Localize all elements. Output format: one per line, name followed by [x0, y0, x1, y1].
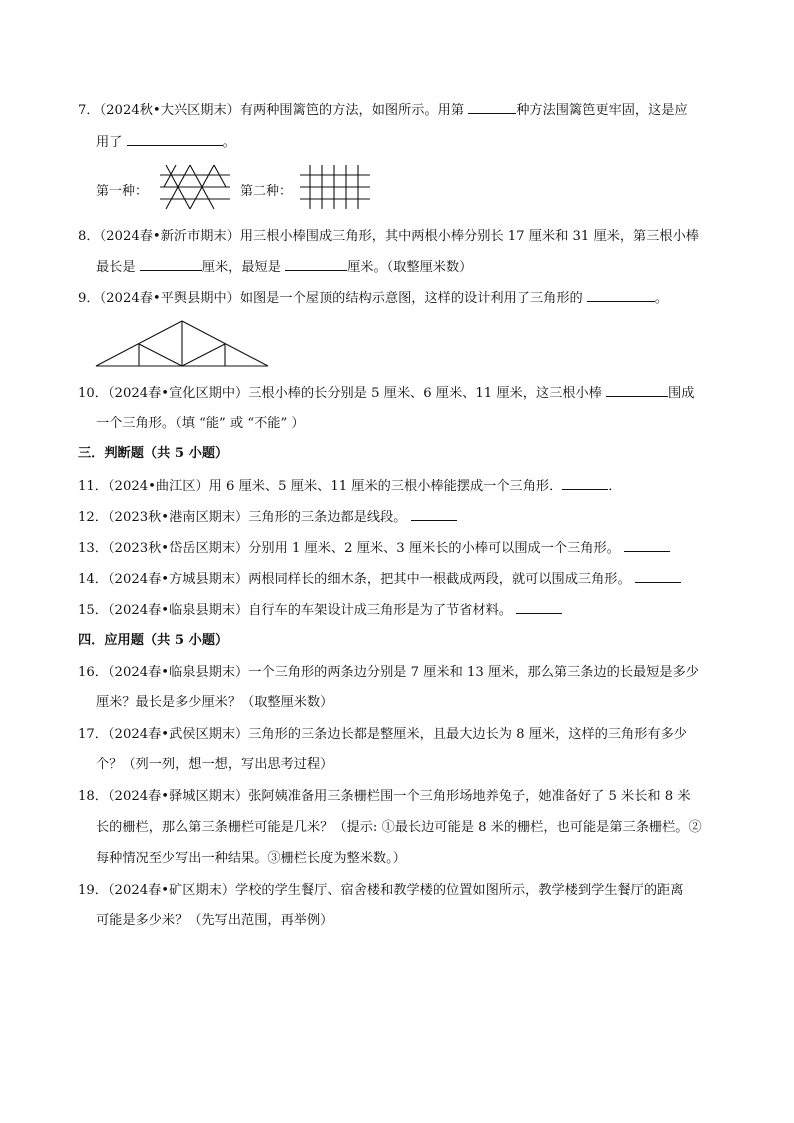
- q11-text: 11．（2024•曲江区）用 6 厘米、5 厘米、11 厘米的三根小棒能摆成一个三角形．: [78, 479, 563, 494]
- q10-line2: 一个三角形。（填 “能” 或 “不能” ）: [96, 416, 305, 431]
- q8-line1: 8．（2024春•新沂市期末）用三根小棒围成三角形，其中两根小棒分别长 17 厘米和 31 厘米，第三根小棒: [78, 229, 699, 244]
- q7-answer-blank-1[interactable]: [468, 101, 516, 114]
- q18-line3: 每种情况至少写出一种结果。③栅栏长度为整米数。）: [96, 851, 406, 866]
- q7-text-c: 用了: [96, 135, 127, 150]
- q7-fence-diagonal-figure: [160, 163, 230, 211]
- q10-text-a: 10．（2024春•宣化区期中）三根小棒的长分别是 5 厘米、6 厘米、11 厘米，这三根小棒: [78, 386, 607, 401]
- q17-line2: 个？（列一列，想一想，写出思考过程）: [96, 757, 334, 772]
- q11-answer-blank[interactable]: [562, 477, 608, 490]
- q9-roof-truss-figure: [94, 318, 270, 368]
- q7-fig2-label: 第二种：: [240, 184, 293, 199]
- q9-answer-blank[interactable]: [587, 289, 655, 302]
- q16-line2: 厘米？最长是多少厘米？（取整厘米数）: [96, 695, 334, 710]
- q13-line: [78, 539, 670, 558]
- q15-text: 15．（2024春•临泉县期末）自行车的车架设计成三角形是为了节省材料。: [78, 603, 517, 618]
- q8-answer-blank-1[interactable]: [140, 258, 202, 271]
- q7-text-a: 7．（2024秋•大兴区期末）有两种围篱笆的方法，如图所示。用第: [78, 103, 469, 118]
- q7-fig1-label: 第一种：: [96, 184, 149, 199]
- q11-text-end: ．: [608, 479, 622, 494]
- q8-text-a: 最长是: [96, 260, 140, 275]
- q9-line1: [78, 289, 668, 308]
- q12-line: [78, 508, 457, 527]
- q9-text-b: 。: [654, 291, 669, 306]
- q8-line2: [96, 258, 472, 277]
- section-3-heading: 三．判断题（共 5 小题）: [78, 446, 229, 461]
- q18-line2: 长的栅栏，那么第三条栅栏可能是几米？（提示: ①最长边可能是 8 米的栅栏，也可能是第三条栅栏。②: [96, 820, 702, 835]
- q19-line1: 19．（2024春•矿区期末）学校的学生餐厅、宿舍楼和教学楼的位置如图所示，教学楼到学生餐厅的距离: [78, 883, 684, 898]
- q12-text: 12．（2023秋•港南区期末）三角形的三条边都是线段。: [78, 510, 411, 525]
- q13-answer-blank[interactable]: [624, 539, 670, 552]
- q9-text-a: 9．（2024春•平舆县期中）如图是一个屋顶的结构示意图，这样的设计利用了三角形的: [78, 291, 587, 306]
- q8-answer-blank-2[interactable]: [285, 258, 347, 271]
- q10-answer-blank[interactable]: [606, 384, 668, 397]
- q10-text-b: 围成: [668, 386, 695, 401]
- q14-line: [78, 570, 681, 589]
- q14-answer-blank[interactable]: [635, 570, 681, 583]
- q7-line1: [78, 101, 688, 120]
- q13-text: 13．（2023秋•岱岳区期末）分别用 1 厘米、2 厘米、3 厘米长的小棒可以围成一个三角形。: [78, 541, 625, 556]
- q7-text-b: 种方法围篱笆更牢固，这是应: [516, 103, 688, 118]
- q7-answer-blank-2[interactable]: [127, 133, 223, 146]
- q14-text: 14．（2024春•方城县期末）两根同样长的细木条，把其中一根截成两段，就可以围成三角形。: [78, 572, 635, 587]
- section-4-heading: 四．应用题（共 5 小题）: [78, 633, 229, 648]
- q12-answer-blank[interactable]: [411, 508, 457, 521]
- q8-text-c: 厘米。（取整厘米数）: [347, 260, 473, 275]
- q7-line2: [96, 133, 236, 152]
- q7-text-d: 。: [222, 135, 236, 150]
- q17-line1: 17．（2024春•武侯区期末）三角形的三条边长都是整厘米，且最大边长为 8 厘米，这样的三角形有多少: [78, 727, 687, 742]
- q16-line1: 16．（2024春•临泉县期末）一个三角形的两条边分别是 7 厘米和 13 厘米，那么第三条边的长最短是多少: [78, 665, 699, 680]
- q8-text-b: 厘米，最短是: [201, 260, 286, 275]
- q15-answer-blank[interactable]: [516, 601, 562, 614]
- q11-line: [78, 477, 621, 496]
- q10-line1: [78, 384, 694, 403]
- q15-line: [78, 601, 562, 620]
- q18-line1: 18．（2024春•驿城区期末）张阿姨准备用三条栅栏围一个三角形场地养兔子，她准备好了 5 米长和 8 米: [78, 789, 691, 804]
- q19-line2: 可能是多少米？（先写出范围，再举例）: [96, 913, 334, 928]
- q7-fence-grid-figure: [300, 163, 370, 211]
